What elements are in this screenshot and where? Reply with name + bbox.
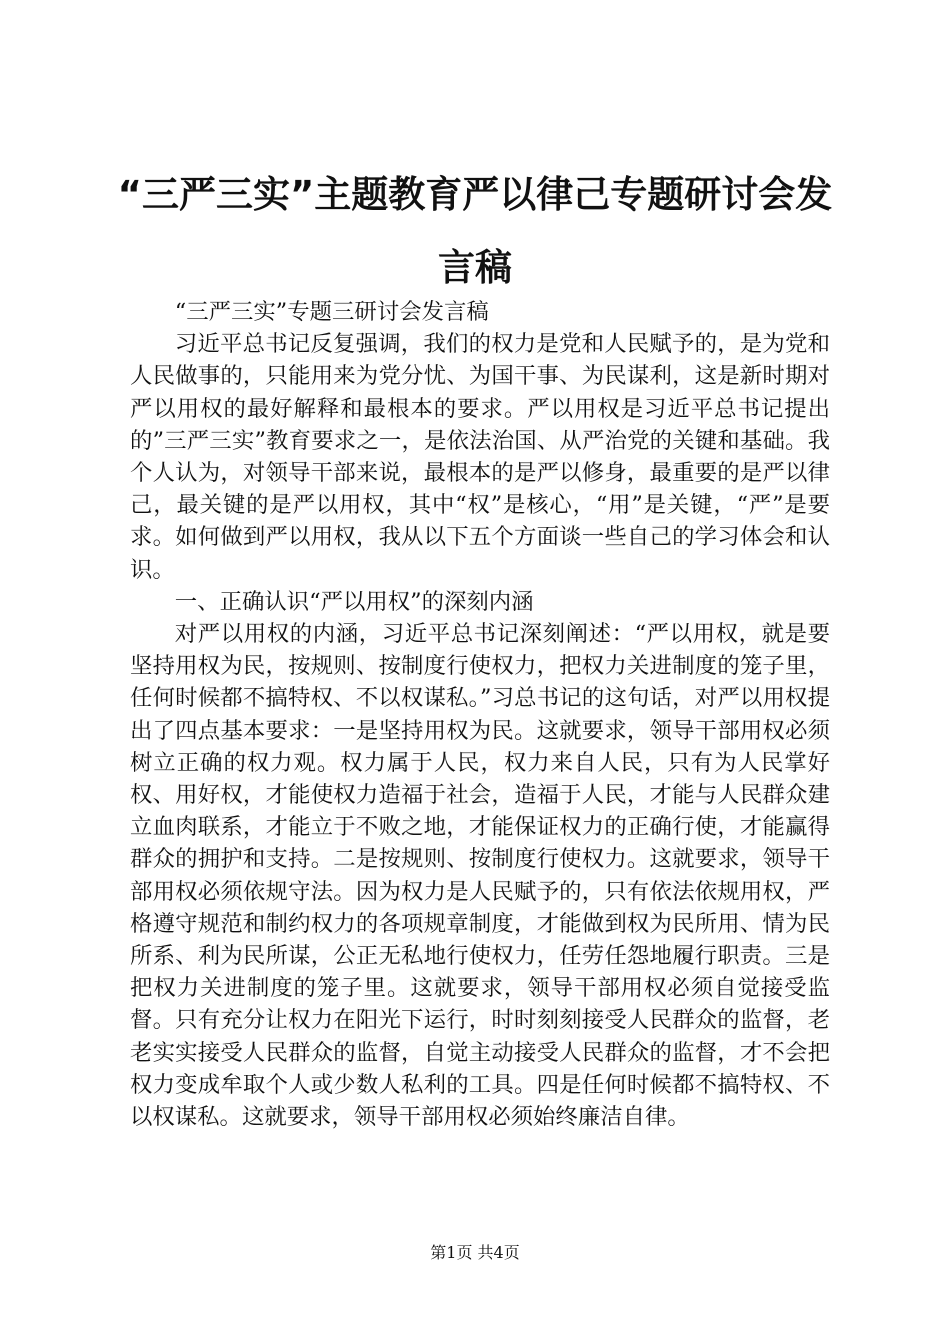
document-title: “三严三实”主题教育严以律己专题研讨会发言稿 [117,173,833,289]
section-heading: 一、正确认识“严以用权”的深刻内涵 [174,588,534,615]
body-paragraph: 对严以用权的内涵，习近平总书记深刻阐述：“严以用权，就是要坚持用权为民，按规则、按制度行使权力，把权力关进制度的笼子里，任何时候都不搞特权、不以权谋私。”习总书记的这句话，对严以用权提出了四点基本要求：一是坚持用权为民。这就要求，领导干部用权必须树立正确的权力观。权力属于人民，权力来自人民，只有为人民掌好权、用好权，才能使权力造福于社会，造福于人民，才能与人民群众建立血肉联系，才能立于不败之地，才能保证权力的正确行使，才能赢得群众的拥护和支持。二是按规则、按制度行使权力。这就要求，领导干部用权必须依规守法。因为权力是人民赋予的，只有依法依规用权，严格遵守规范和制约权力的各项规章制度，才能做到权为民所用、情为民所系、利为民所谋，公正无私地行使权力，任劳任怨地履行职责。三是把权力关进制度的笼子里。这就要求，领导干部用权必须自觉接受监督。只有充分让权力在阳光下运行，时时刻刻接受人民群众的监督，老老实实接受人民群众的监督，自觉主动接受人民群众的监督，才不会把权力变成牟取个人或少数人私利的工具。四是任何时候都不搞特权、不以权谋私。这就要求，领导干部用权必须始终廉洁自律。 [130,621,830,1131]
document-body [130,296,830,1133]
body-paragraph: 习近平总书记反复强调，我们的权力是党和人民赋予的，是为党和人民做事的，只能用来为党分忧、为国干事、为民谋利，这是新时期对严以用权的最好解释和最根本的要求。严以用权是习近平总书记提出的”三严三实”教育要求之一，是依法治国、从严治党的关键和基础。我个人认为，对领导干部来说，最根本的是严以修身，最重要的是严以律己，最关键的是严以用权，其中“权”是核心，“用”是关键，“严”是要求。如何做到严以用权，我从以下五个方面谈一些自己的学习体会和认识。 [130,331,830,583]
subtitle-line: “三严三实”专题三研讨会发言稿 [174,299,489,325]
page-number-footer: 第1页 共4页 [430,1243,520,1262]
